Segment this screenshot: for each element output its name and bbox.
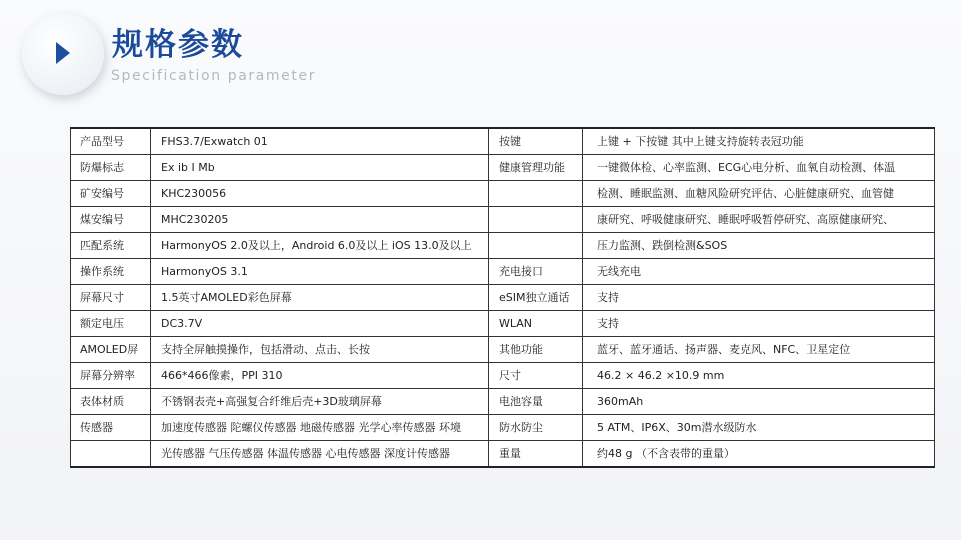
play-icon [56,42,70,64]
spec-label: 重量 [489,441,583,468]
spec-label: WLAN [489,311,583,337]
spec-value: 360mAh [583,389,935,415]
spec-value: 支持 [583,285,935,311]
table-row [71,441,935,468]
spec-table [70,127,935,468]
spec-value: 无线充电 [583,259,935,285]
page-title: 规格参数 [112,27,244,63]
spec-value: DC3.7V [151,311,489,337]
table-row [71,337,935,363]
spec-label: 额定电压 [71,311,151,337]
table-row [71,181,935,207]
table-row [71,415,935,441]
spec-value: 压力监测、跌倒检测&SOS [583,233,935,259]
table-row [71,259,935,285]
table-row [71,285,935,311]
spec-value: 康研究、呼吸健康研究、睡眠呼吸暂停研究、高原健康研究、 [583,207,935,233]
spec-label [489,233,583,259]
spec-value: 蓝牙、蓝牙通话、扬声器、麦克风、NFC、卫星定位 [583,337,935,363]
spec-value: 466*466像素，PPI 310 [151,363,489,389]
spec-label: 操作系统 [71,259,151,285]
spec-value: 加速度传感器 陀螺仪传感器 地磁传感器 光学心率传感器 环境 [151,415,489,441]
spec-label: 匹配系统 [71,233,151,259]
spec-label: 防水防尘 [489,415,583,441]
spec-value: 支持 [583,311,935,337]
table-row [71,311,935,337]
spec-label: 煤安编号 [71,207,151,233]
spec-value: 1.5英寸AMOLED彩色屏幕 [151,285,489,311]
spec-label: 其他功能 [489,337,583,363]
spec-value: 光传感器 气压传感器 体温传感器 心电传感器 深度计传感器 [151,441,489,468]
spec-value: 约48 g （不含表带的重量） [583,441,935,468]
spec-value: 不锈钢表壳+高强复合纤维后壳+3D玻璃屏幕 [151,389,489,415]
spec-label: 屏幕分辨率 [71,363,151,389]
spec-label [71,441,151,468]
spec-value: 支持全屏触摸操作，包括滑动、点击、长按 [151,337,489,363]
spec-label: 产品型号 [71,128,151,155]
table-row [71,389,935,415]
spec-value: FHS3.7/Exwatch 01 [151,128,489,155]
table-row [71,207,935,233]
spec-label: 按键 [489,128,583,155]
spec-label [489,207,583,233]
spec-label: 屏幕尺寸 [71,285,151,311]
spec-value: 上键 + 下按键 其中上键支持旋转表冠功能 [583,128,935,155]
spec-label: eSIM独立通话 [489,285,583,311]
spec-value: MHC230205 [151,207,489,233]
spec-label: 电池容量 [489,389,583,415]
spec-value: KHC230056 [151,181,489,207]
table-row [71,128,935,155]
spec-label: AMOLED屏 [71,337,151,363]
spec-value: 检测、睡眠监测、血糖风险研究评估、心脏健康研究、血管健 [583,181,935,207]
spec-value: HarmonyOS 2.0及以上，Android 6.0及以上 iOS 13.0及以上 [151,233,489,259]
spec-label: 尺寸 [489,363,583,389]
table-row [71,363,935,389]
spec-value: HarmonyOS 3.1 [151,259,489,285]
spec-label: 防爆标志 [71,155,151,181]
spec-value: 46.2 × 46.2 ×10.9 mm [583,363,935,389]
spec-table-body [71,128,935,467]
spec-label: 健康管理功能 [489,155,583,181]
spec-label: 矿安编号 [71,181,151,207]
spec-label: 充电接口 [489,259,583,285]
spec-value: Ex ib I Mb [151,155,489,181]
table-row [71,233,935,259]
page-subtitle: Specification parameter [111,68,317,84]
spec-label [489,181,583,207]
spec-label: 传感器 [71,415,151,441]
spec-value: 5 ATM、IP6X、30m潜水级防水 [583,415,935,441]
table-row [71,155,935,181]
spec-label: 表体材质 [71,389,151,415]
spec-value: 一键微体检、心率监测、ECG心电分析、血氧自动检测、体温 [583,155,935,181]
